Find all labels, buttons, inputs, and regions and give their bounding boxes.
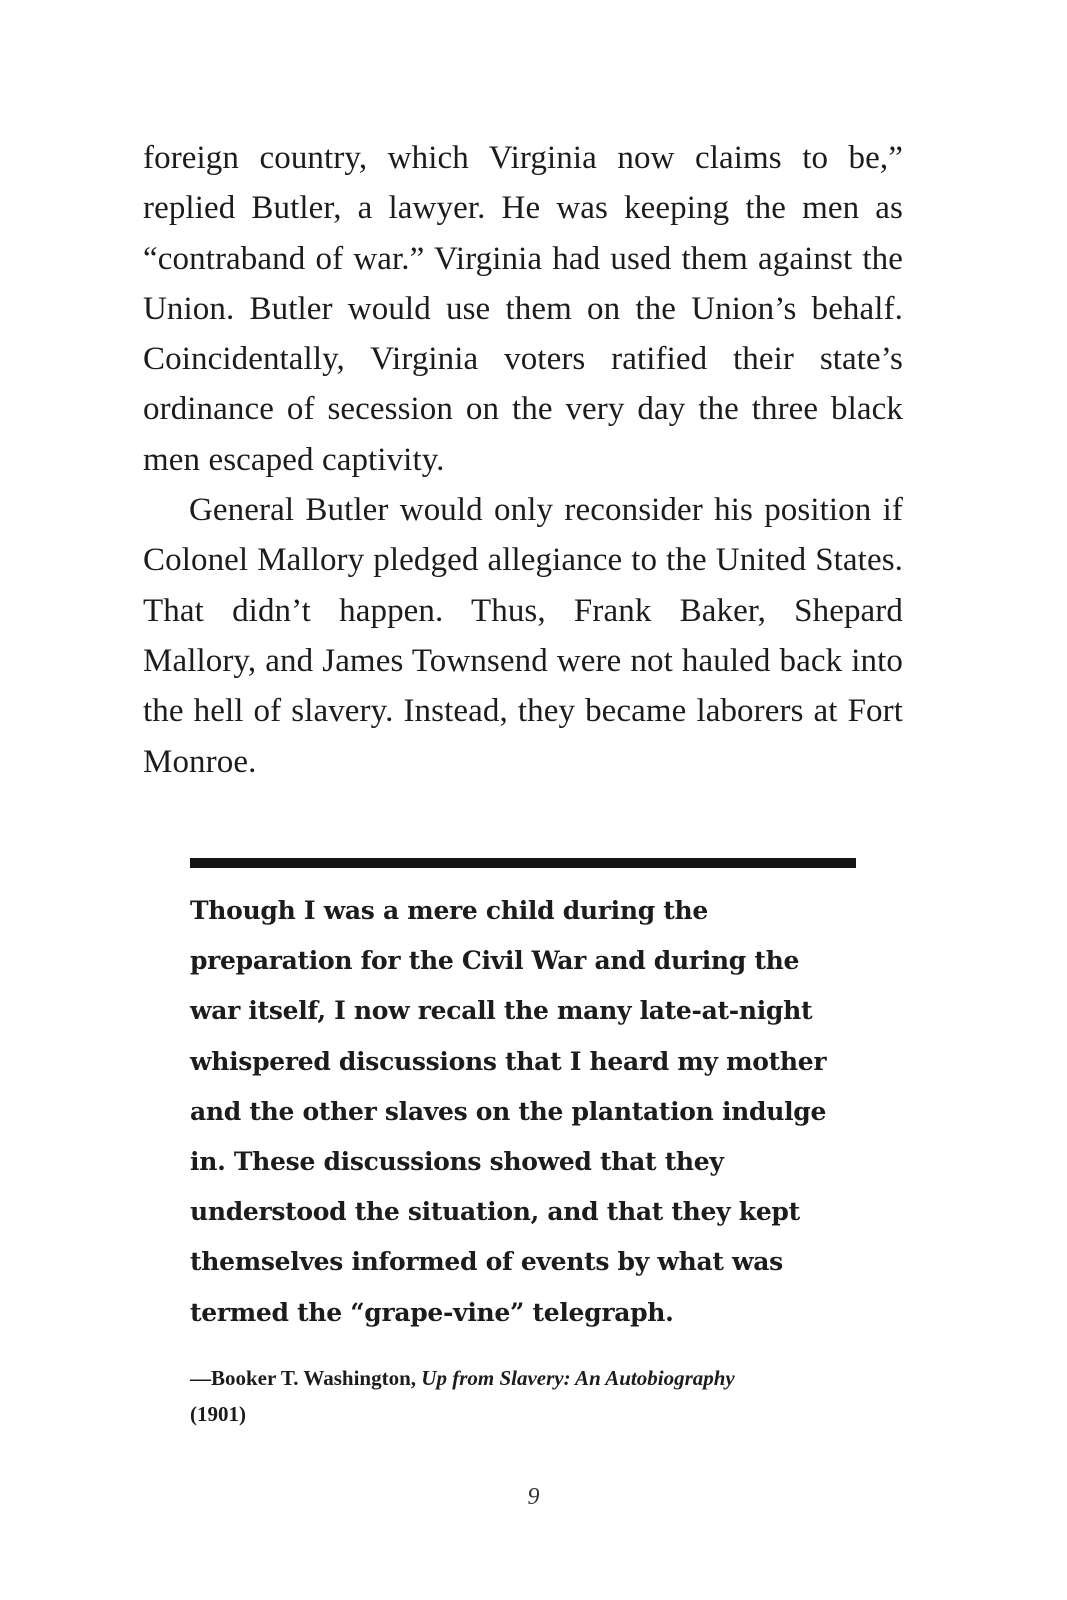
body-paragraph: foreign country, which Virginia now claims to be,” replied Butler, a lawyer. He was keeping the men as “contraband of war.” Virginia had used them against the Union. Butler would use them on the Union’s behalf. Coincidentally, Virginia voters ratified their state’s ordinance of secession on the very day the three black men escaped captivity.: [143, 140, 903, 478]
quote-line: termed the “grape-vine” telegraph.: [190, 1297, 674, 1327]
attribution-source-title: Up from Slavery: An Autobiography: [421, 1366, 735, 1390]
quote-line: whispered discussions that I heard my mother: [190, 1046, 827, 1076]
body-text: [143, 133, 903, 787]
body-paragraph: General Butler would only reconsider his position if Colonel Mallory pledged allegiance to the United States. That didn’t happen. Thus, Frank Baker, Shepard Mallory, and James Townsend were not hauled back into the hell of slavery. Instead, they became laborers at Fort Monroe.: [143, 492, 903, 780]
sidebar-quote: [190, 886, 870, 1338]
quote-line: in. These discussions showed that they: [190, 1147, 724, 1177]
quote-line: Though I was a mere child during the: [190, 896, 709, 925]
sidebar-divider-rule: [190, 858, 856, 868]
quote-line: understood the situation, and that they kept: [190, 1197, 800, 1227]
quote-attribution: [190, 1360, 870, 1432]
attribution-author: —Booker T. Washington,: [190, 1366, 422, 1390]
quote-line: preparation for the Civil War and during the: [190, 946, 800, 976]
quote-line: war itself, I now recall the many late-at-night: [190, 996, 813, 1026]
page-number: 9: [527, 1484, 540, 1510]
quote-line: themselves informed of events by what was: [190, 1247, 783, 1277]
attribution-year: (1901): [190, 1402, 246, 1426]
quote-line: and the other slaves on the plantation indulge: [190, 1096, 827, 1126]
